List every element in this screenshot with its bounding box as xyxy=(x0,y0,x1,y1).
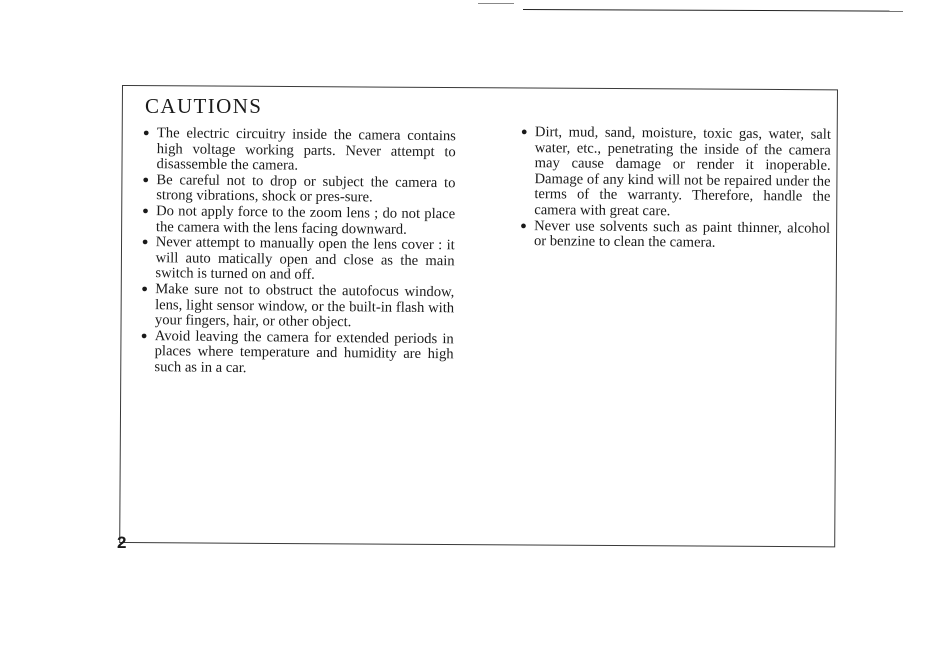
bullet-icon: ● xyxy=(141,236,149,249)
caution-item xyxy=(140,126,456,176)
caution-item xyxy=(139,204,455,238)
top-rule xyxy=(523,9,903,12)
caution-item xyxy=(137,329,453,379)
bullet-icon: ● xyxy=(520,126,528,139)
caution-item xyxy=(138,235,454,285)
caution-text: Dirt, mud, sand, moisture, toxic gas, water, salt water, etc., penetrating the inside of the camera may cause damage or render it inoperable. Damage of any kind will not be repaired under the terms of the warranty. Therefore, handle the camera with great care. xyxy=(534,124,831,220)
page-number: 2 xyxy=(117,533,127,552)
caution-item xyxy=(138,282,454,332)
bullet-icon: ● xyxy=(142,204,149,218)
caution-text: Be careful not to drop or subject the camera to strong vibrations, shock or pres-sure. xyxy=(156,171,456,206)
cautions-right-column xyxy=(517,125,831,252)
caution-item xyxy=(517,125,831,221)
bullet-icon: ● xyxy=(141,282,149,296)
caution-item xyxy=(139,173,455,207)
caution-text: Never attempt to manually open the lens cover : it will auto matically open and close as the main switch is turned on and off. xyxy=(155,234,455,284)
bullet-icon: ● xyxy=(140,329,148,342)
caution-item xyxy=(517,219,830,253)
cautions-left-column xyxy=(137,126,456,379)
bullet-icon: ● xyxy=(142,173,150,186)
caution-text: Never use solvents such as paint thinner, alcohol or benzine to clean the camera. xyxy=(533,217,831,251)
caution-text: Do not apply force to the zoom lens ; do not place the camera with the lens facing downward. xyxy=(155,203,456,238)
caution-text: Avoid leaving the camera for extended periods in places where temperature and humidity are high such as in a car. xyxy=(154,327,454,377)
caution-text: Make sure not to obstruct the autofocus window, lens, light sensor window, or the built-in flash with your fingers, hair, or other object. xyxy=(154,281,455,331)
caution-text: The electric circuitry inside the camera contains high voltage working parts. Never attempt to disassemble the camera. xyxy=(156,125,456,174)
bullet-icon: ● xyxy=(142,127,150,140)
top-faint-rule xyxy=(478,3,514,4)
bullet-icon: ● xyxy=(520,219,527,232)
section-title: CAUTIONS xyxy=(145,94,263,118)
